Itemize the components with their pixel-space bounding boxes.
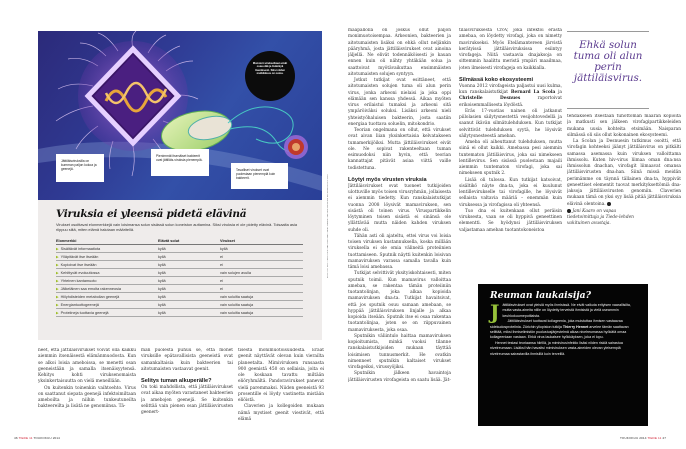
criterion-cell (56, 244, 158, 252)
callout-giant-virus: Jättiläisviruksilla on kumman paljon kokoa ja geenejä. (56, 154, 104, 182)
criterion-cell (56, 276, 158, 284)
article-column-5 (459, 28, 562, 278)
cell-text: Jälkeläinen saa emolta rakenneosia (60, 286, 121, 291)
paragraph: Teorian ongelmana on ollut, että virukset ovat aivan liian yksinkertaisia kelvatakseen tumamerkijöiksi. Mutta jättiläisvirukset eivät ole. Ne sopivat rakenteeltaan tuman esimuodoksi niin hyvin, että teorian kannattajat pitävät asiaa viittä vaille todistettuna. (348, 128, 451, 171)
cell-text: Kehittyvät evoluutiossa (60, 270, 100, 275)
article-column-4 (348, 28, 451, 432)
living-cells-cell (158, 300, 220, 308)
living-cells-cell (158, 244, 220, 252)
article-column-2 (141, 348, 233, 430)
drop-cap: J (490, 300, 500, 324)
bullet-arrow-icon: ▶ (56, 286, 59, 291)
person-name: Bernard La Scola (510, 90, 556, 95)
header-criterion: Elonmerkki (56, 239, 158, 245)
bullet-arrow-icon: ▶ (56, 254, 59, 259)
cell-text: vain soluilta saatuja (220, 294, 254, 299)
criterion-cell (56, 292, 158, 300)
living-cells-cell (158, 292, 220, 300)
paragraph: Tuo dna ei kuitenkaan ollut peräisin viruksesta, vaan se oli hyppivä geneettinen elementti. Se hyödynsi jättiläisviruksen valjastamaa ameban tuotantokoneistoa (459, 208, 562, 233)
footer-right (620, 436, 666, 440)
cell-text: kyllä (158, 262, 166, 267)
viruses-cell (220, 260, 303, 268)
bullet-arrow-icon: ▶ (56, 246, 59, 251)
cell-text: Ylläpitävät itse itseään (60, 254, 99, 259)
paragraph: Jättiläisvirukset ovat tuoneet tutkijoiden ulottuville myös toisen virusryhmän, jollaisesta ei aiemmin tiedetty. Kun ranskalaistutkijat vuonna 2008 löysivät mamaviruksen, sen sisästä oli toinen virus. Viruspartikkelin löytyminen toisen sisästä ei sinänsä ole yllättävää mutta näiden kahden viruksen suhde oli. (348, 183, 451, 233)
author-mark-icon (567, 209, 571, 213)
cell-text: vain soluilta saatuja (220, 302, 254, 307)
life-criteria-box (38, 200, 322, 340)
paragraph: tiläisviruksesta CroV, joka infektoi erästä amebaa, on löydetty virofagi, joka on nimetty mavirukseksi. Myös Etelämantereen järvistä kerätyissä jättiläisviruksissa esiintyy virofageja. Niitä vastaavia dnajaksoja on sittemmin haalittu meristä ympäri maailmaa, joten ilmeisesti virofageja on kaikkialla. (459, 28, 562, 71)
table-row (56, 276, 303, 284)
author-byline (567, 209, 681, 228)
issue-date: TOUKOKUU 2014 (620, 436, 647, 440)
cell-text: kyllä (158, 302, 166, 307)
paragraph: Sputnikin väliintulo haittaa mamaviruksen kopioitumista, minkä vuoksi tilanne ranskalaistutkijoiden mukaan täyttää loisimisen tunnusmerkit. He ovatkin nimenneet sputnikin kaltaiset virukset virofageiksi, virussyöjiksi. (348, 333, 451, 370)
text-run: ja (555, 90, 562, 95)
callout-ordinary-virus: Tavalliset virukset ovat puolestaan pienempiä kuin bakteerit. (231, 163, 288, 189)
person-name: Christelle Desnues (459, 96, 521, 102)
paragraph: män puolesta puhuu se, että monet viruksille epätavallisista geeneistä ovat samankaltaisia kuin bakteerien tai aitotumaisten vastaavat geenit. (141, 348, 233, 372)
header-viruses: Virukset (220, 239, 303, 245)
subheading-virophages: Löytyi myös virusten viruksia (348, 176, 427, 183)
viruses-cell (220, 300, 303, 308)
sidebar-title: Reuman laukaisija? (490, 290, 591, 301)
pull-quote: Ehkä solun tuma oli alun perin jättiläisvirus. (567, 31, 649, 109)
living-cells-cell (158, 276, 220, 284)
article-column-1 (38, 348, 136, 430)
viruses-cell (220, 292, 303, 300)
viruses-cell (220, 308, 303, 316)
cell-text: kyllä (158, 246, 166, 251)
text-run: Vuonna 2012 virofageista paljastui uusi kulma, kun ranskalaistutkijat (459, 83, 562, 95)
cell-text: vain soluilta saatuja (220, 310, 254, 315)
small-virus (284, 135, 308, 159)
viruses-cell (220, 252, 303, 260)
criterion-cell (56, 300, 158, 308)
paragraph: Tähän asti oli ajateltu, ettei virus voi loisia toisen viruksen kustannuksella, koska millään viruksella ei ole omia välineitä proteiinien tuottamiseen. Sputnik näytti kuitenkin loisivan mamaviruksen varassa samalla tavalla kuin tämä loisi amebassa. (348, 233, 451, 270)
paragraph: tehdäkseen itsestään tuhottoman määrän kopioita ja matkusti sen jälkeen virofagipartikkeleiden mukana uusia kohteita etsimään. Naisparan silmässä oli siis ollut kokonainen ekosysteemi. (567, 114, 681, 138)
bullet-arrow-icon: ▶ (56, 270, 59, 275)
viruses-cell (220, 284, 303, 292)
criterion-cell (56, 284, 158, 292)
criterion-cell (56, 260, 158, 268)
table-row (56, 252, 303, 260)
cell-text: ei (220, 278, 223, 283)
paragraph: neet, että jättiläisvirukset voivat olla kaikku aiemmin itsenäisestä elämänmuodosta. Kun se alkoi loisia ameboissa, se menetti osan geeneistään ja samalla itsenäisyytensä. Kehitys kohti viruksenomaista yksinkertaisuutta on vielä meneillään. (38, 348, 136, 385)
living-cells-cell (158, 268, 220, 276)
living-cells-cell (158, 284, 220, 292)
cell-text: kyllä (158, 310, 166, 315)
cell-text: Proteiineja tuottavia geenejä (60, 310, 109, 315)
table-row (56, 268, 303, 276)
byline-line: Jani Kaaro on vapaa (572, 208, 617, 214)
cell-text: Yhteinen kantamuoto (60, 278, 97, 283)
rheumatism-sidebar (478, 284, 648, 426)
living-cells-cell (158, 252, 220, 260)
table-row (56, 284, 303, 292)
table-row (56, 308, 303, 316)
article-column-3 (238, 348, 324, 430)
viruses-cell (220, 244, 303, 252)
image-credit: KUVITUS: SHUTTERSTOCK / ANTERO PALTTALA · LÄHDE: NATURE REVIEWS MICROBIOLOGY 2019 (327, 174, 329, 278)
paragraph: Sputnikin jälkeen havaintoja jättiläisvirusten virofageista on saatu lisää. Jät- (348, 371, 451, 383)
cell-text: kyllä (158, 286, 166, 291)
byline-line: tiedetoimittaja ja Tiede-lehden (567, 215, 634, 220)
paragraph: Ameba oli aiheuttanut tulehduksen, mutta siinä ei ollut kaikki. Amebassa pesi aiemmin tuntematon jättiläisvirus, joka sai nimekseen lentillevirus. Sen sisässä puolestaan majaili aiemmin tuntematon virofagi, joka sai nimekseen sputnik 2. (459, 140, 562, 177)
page-number: 47 (662, 436, 667, 440)
paragraph: Claverien ja kollegoiden mukaan nämä mystiset geenit viestivät, että elämä (238, 404, 324, 422)
issue-date: TOUKOKUU 2014 (33, 436, 60, 440)
end-mark-icon (607, 202, 611, 206)
speech-bubble: Monsteri-viruksetkaan eivät osaa elää ja lisääntyä itsenäisesti. Siksi niiden mutkikkuus on outoa. (245, 51, 295, 101)
footer-left (14, 436, 60, 440)
table-row (56, 292, 303, 300)
cell-text: Kopioivat itse itseään (60, 262, 97, 267)
viruses-cell (220, 268, 303, 276)
subheading-ecosystem: Silmässä koko ekosysteemi (459, 76, 534, 83)
cell-text: ei (220, 254, 223, 259)
magazine-brand: TIEDE 11 (18, 436, 33, 440)
text-run: ättiläisvirukset ovat yleisiä myös ihmisissä. Ne eivät vaikuta erityisen vaarallisilta, mutta vasta-aineita niille on löydetty terveistä ihmisistä ja vielä useammin keuhkokuumepotilaista. (502, 303, 631, 318)
header-living-cells: Elävät solut (158, 239, 220, 245)
cell-text: kyllä (158, 270, 166, 275)
cell-text: kyllä (220, 246, 228, 251)
infobox-intro: Virukset osoittavat elonmerkkejä vain loisimansa solun sisässä solun koneiston auttamina. Siksi viruksia ei ole pidetty elävinä. Toisaalta asia riippuu siitä, miten elämä halutaan määritellä. (56, 222, 297, 233)
cell-text: Sisältävät informaatiota (60, 246, 101, 251)
paragraph (490, 319, 640, 341)
paragraph: Jotkut tutkijat ovat esittäneet, että aitotumaisten solujen tuma oli alun perin virus, jonka arkeoni nielaisi ja joka oppi elämään sen kanssa yhdessä. Aikaa myöten virus erilaistui tumaksi ja arkeoni sitä ympäröiväksi soluksi. Lisäksi arkeoni nieli yhteistyöhaluisen bakteerin, josta saatiin energiaa tuottava soluelin, mitokondrio. (348, 78, 451, 127)
criterion-cell (56, 252, 158, 260)
paragraph: Tutkijat selvittivät yksityiskohtaisesti, miten sputnik toimii. Kun mamavirus valloittaa ameban, se rakentaa tämän proteiiniin tuotantolinjan, joka alkaa kopioida mamaviruksen dna:ta. Tutkijat havaitsivat, että jos sputnik osuu samaan amebaan, se hyppää jättiläisviruksen linjalle ja alkaa kopioida itseään. Sputnik itse ei osaa rakentaa tuotantolinjaa, joten se on riippuvainen mamaviruksesta, joka osaa. (348, 271, 451, 333)
cell-text: kyllä (158, 254, 166, 259)
text-run: raportoivat erikoisemmallisesta löydöstä. (459, 96, 562, 108)
viruses-cell (220, 276, 303, 284)
paragraph: On toki mahdollista, että jättiläisvirukset ovat aikaa myöten varastaneet bakteerien ja amebojen geenejä. Se kuitenkin selittää vain pienen osan jättiläisvirusten geenert- (141, 385, 233, 415)
infobox-title: Viruksia ei yleensä pidetä elävinä (56, 208, 247, 220)
cell-text: vain solujen avulla (220, 270, 252, 275)
paragraph: maapallolla on joskus ollut paljon monimuotoisempaa. Arkeonien, bakteerien ja aitotumaisten lisäksi on ehkä ollut neljänkin pääryhmä, josta jättiläisvirukset ovat ainoina jäljellä. Ne elivät todennäköisesti jo kauan ennen kuin oli nähty yhtäkään solua ja saattoivat myötävaikuttaa ensimmäisten aitotumaisten solujen syntyyn. (348, 28, 451, 77)
cell-text: kyllä (158, 294, 166, 299)
text-run: arvelee tämän saattavan selittää, miksi ihmiselimistön puolustusjärjestelmä alkaa nivelreumassa hyökätä omaa kollageeniaan vastaan. Ehkä virus laukaisee hyökkäyksen, joka ei lopu. (490, 324, 629, 340)
virus-size-illustration (38, 31, 322, 200)
callout-bacteria: Pienimmät itsenäiset bakteerit ovat jättiläis-viruksia pienempiä. (151, 149, 209, 176)
paragraph: tisestä monimuotoisuudesta. Eräät geenit näyttävät olevan kuin vierailta planeetalta. Mimiviruksen runsaasta 900 geenistä 450 on sellaisia, joita ei ole koskaan tavattu miltään eliöryhmältä. Pandoravirukset panevat vielä paremmaksi. Niiden geeneistä 93 prosentille ei löydy vastinetta mistään eliöistä. (238, 348, 324, 403)
bullet-arrow-icon: ▶ (56, 278, 59, 283)
paragraph: Hennet testasi teoriaansa hiirillä, ja mimivirusinfektio lisäsi niiden riskiä sairastua nivelreumaan. Lisäksi hän havaitsi mimiviruksen vasta-aineiden olevan yleisempiä nivelreumaa sairastavilla ihmisillä kuin terveillä. (490, 340, 623, 356)
criterion-cell (56, 308, 158, 316)
paragraph (459, 84, 562, 109)
table-row (56, 260, 303, 268)
table-row (56, 244, 303, 252)
bullet-arrow-icon: ▶ (56, 262, 59, 267)
paragraph: Eräs 17-vuotias nainen oli jatkanut piilolasien säilytysnestettä vesijohtovedellä ja saanut ikävän silmätulehduksen. Kun tutkijat selvittivät tulehduksen syytä, he löysivät säilytysnesteestä ameban. (459, 108, 562, 139)
paragraph: On kuitenkin toinenkin vaihtoehto. Virus on saattanut siepata geenejä infektoimiltaan ameboilta ja niihin tunkeutuneilta bakteereilta ja lisätä ne genomiinsa. Tä- (38, 385, 136, 410)
text-run: La Scolan ja Desnuesin tutkimus osoitti, että virofagin kohteeksi jäänyt jättiläisvirus on pitkälti samassa asemassa kuin viruksen valloittama ihmissolu. Kuten hiv-virus liimaa oman dna:nsa ihmissolun dnachan, virofagit liimaavat omansa jättiläisvirusten dna:han. Siinä missä meidän perimämme on täynnä tällainen dna:ta, hyppivät geneettiset elementit tuovat merkityksettömiä dna-jaksoja jättiläisvirusten genomiin. Claverien mukaan tämä on yksi syy lisää pitää jättiläisviruksia elävinä olentoina. (567, 139, 681, 207)
bullet-arrow-icon: ▶ (56, 294, 59, 299)
cell-text: ei (220, 286, 223, 291)
paragraph: Lisää oli tulossa. Kun tutkijat katsoivat, sisältikö näyte dna:ta, joka ei kuulunut lentillevirukselle tai virofagille, he löysivät sellaista valtavia määriä – enemmän kuin viruksessa ja virofagissa oli yhteensä. (459, 177, 562, 208)
person-name: Thierry Hennet (562, 324, 589, 329)
byline-line: vakituinen avustaja. (567, 221, 611, 227)
subheading-nucleus-origin: Selitys tuman alkuperälle? (141, 378, 212, 384)
cell-text: ei (220, 262, 223, 267)
cell-text: kyllä (158, 278, 166, 283)
article-column-6 (567, 114, 681, 280)
living-cells-cell (158, 308, 220, 316)
life-criteria-table (56, 239, 303, 317)
bullet-arrow-icon: ▶ (56, 310, 59, 315)
text-run: Jättiläisvirukset tuottavat kollageenia, joka muistuttaa ihmisen vastaavaa sidekudosproteiinia. Zürichin yliopiston tutkija (490, 319, 623, 329)
bullet-arrow-icon: ▶ (56, 302, 59, 307)
page-number: 46 (14, 436, 18, 440)
sidebar-body (490, 300, 640, 357)
cell-text: Hiilyhdisteiden metabolian geenejä (60, 294, 120, 299)
table-row (56, 300, 303, 308)
living-cells-cell (158, 260, 220, 268)
magazine-brand: TIEDE 11 (647, 436, 662, 440)
paragraph (567, 139, 681, 208)
criterion-cell (56, 268, 158, 276)
cell-text: Energiantuottogeenejä (60, 302, 99, 307)
